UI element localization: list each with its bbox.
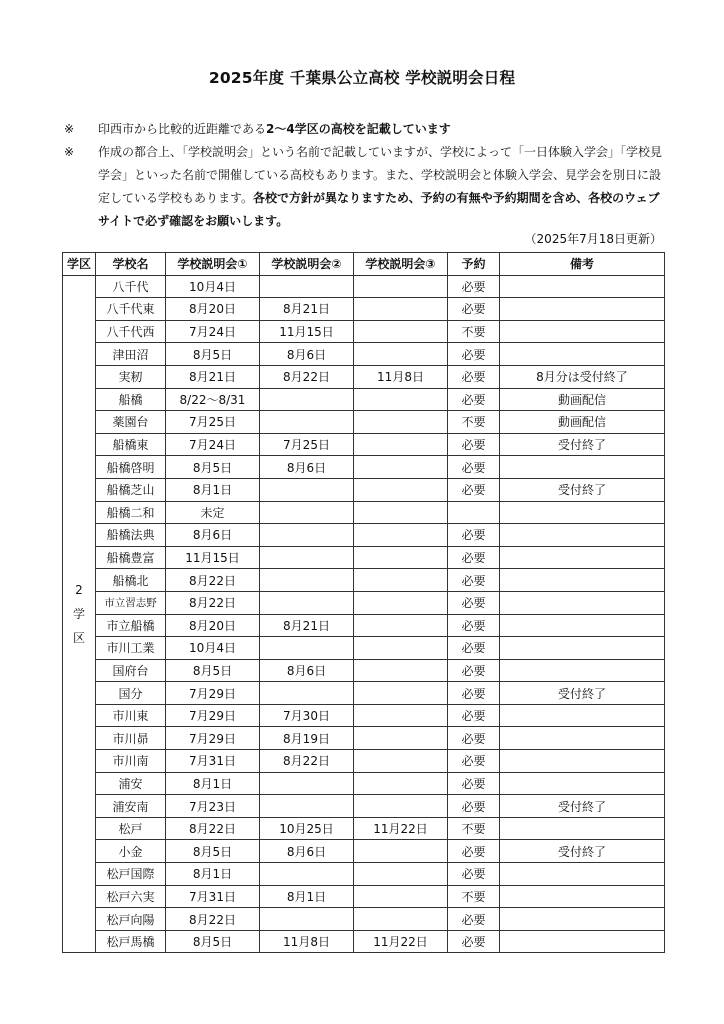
table-row [63, 478, 665, 501]
table-row [63, 750, 665, 773]
session-3 [354, 772, 448, 795]
reservation: 必要 [448, 637, 500, 660]
schedule-table [62, 252, 665, 953]
table-header-row [63, 253, 665, 276]
notes [64, 118, 664, 233]
remarks [500, 704, 665, 727]
table-row [63, 411, 665, 434]
school-name: 市川工業 [96, 637, 166, 660]
session-2 [260, 524, 354, 547]
school-name: 松戸向陽 [96, 908, 166, 931]
session-1: 7月24日 [166, 433, 260, 456]
school-name: 船橋芝山 [96, 478, 166, 501]
reservation: 必要 [448, 275, 500, 298]
table-row [63, 569, 665, 592]
district-label-char: 学 [72, 607, 85, 621]
reservation: 不要 [448, 411, 500, 434]
table-row [63, 704, 665, 727]
session-2: 7月30日 [260, 704, 354, 727]
session-1: 8月20日 [166, 298, 260, 321]
remarks [500, 750, 665, 773]
session-3 [354, 320, 448, 343]
table-row [63, 908, 665, 931]
table-row [63, 591, 665, 614]
session-1: 8月5日 [166, 659, 260, 682]
district-label-char: 2 [75, 583, 83, 597]
session-3 [354, 908, 448, 931]
session-2 [260, 795, 354, 818]
table-row [63, 772, 665, 795]
session-2: 8月21日 [260, 614, 354, 637]
session-2: 8月22日 [260, 750, 354, 773]
reservation: 必要 [448, 343, 500, 366]
reservation: 必要 [448, 433, 500, 456]
session-3 [354, 637, 448, 660]
district-cell [63, 275, 96, 953]
table-row [63, 275, 665, 298]
school-name: 船橋二和 [96, 501, 166, 524]
remarks: 動画配信 [500, 388, 665, 411]
remarks [500, 908, 665, 931]
remarks [500, 637, 665, 660]
school-name: 実籾 [96, 365, 166, 388]
remarks: 受付終了 [500, 840, 665, 863]
school-name: 船橋豊富 [96, 546, 166, 569]
school-name: 国府台 [96, 659, 166, 682]
school-name: 国分 [96, 682, 166, 705]
session-2 [260, 908, 354, 931]
table-row [63, 659, 665, 682]
school-name: 津田沼 [96, 343, 166, 366]
session-3 [354, 343, 448, 366]
session-3 [354, 591, 448, 614]
remarks: 受付終了 [500, 433, 665, 456]
table-row [63, 930, 665, 953]
school-name: 市川南 [96, 750, 166, 773]
table-row [63, 682, 665, 705]
school-name: 松戸国際 [96, 863, 166, 886]
remarks [500, 614, 665, 637]
school-name: 市立習志野 [96, 591, 166, 614]
session-3 [354, 433, 448, 456]
table-row [63, 637, 665, 660]
reservation: 必要 [448, 456, 500, 479]
session-1: 8月21日 [166, 365, 260, 388]
reservation: 必要 [448, 863, 500, 886]
remarks: 動画配信 [500, 411, 665, 434]
session-3 [354, 411, 448, 434]
table-row [63, 840, 665, 863]
remarks [500, 501, 665, 524]
table-row [63, 343, 665, 366]
session-2 [260, 569, 354, 592]
table-row [63, 885, 665, 908]
table-row [63, 546, 665, 569]
reservation: 必要 [448, 704, 500, 727]
school-name: 八千代 [96, 275, 166, 298]
session-1: 7月29日 [166, 682, 260, 705]
note-bold-text: 2〜4学区の高校を記載しています [266, 122, 451, 136]
session-1: 8月5日 [166, 456, 260, 479]
note-2 [64, 141, 664, 233]
school-name: 松戸馬橋 [96, 930, 166, 953]
table-row [63, 614, 665, 637]
session-1: 未定 [166, 501, 260, 524]
remarks [500, 591, 665, 614]
school-name: 八千代東 [96, 298, 166, 321]
remarks [500, 298, 665, 321]
remarks [500, 727, 665, 750]
session-2: 11月15日 [260, 320, 354, 343]
session-2 [260, 546, 354, 569]
school-name: 市川昴 [96, 727, 166, 750]
remarks: 受付終了 [500, 478, 665, 501]
header-school: 学校名 [96, 253, 166, 276]
table-row [63, 501, 665, 524]
note-text: 印西市から比較的近距離である [98, 122, 267, 136]
table-row [63, 795, 665, 818]
session-2: 11月8日 [260, 930, 354, 953]
table-row [63, 320, 665, 343]
session-1: 8月5日 [166, 343, 260, 366]
reservation: 必要 [448, 908, 500, 931]
reservation: 必要 [448, 546, 500, 569]
reservation: 必要 [448, 569, 500, 592]
remarks [500, 456, 665, 479]
session-1: 7月31日 [166, 750, 260, 773]
session-3 [354, 546, 448, 569]
school-name: 八千代西 [96, 320, 166, 343]
remarks [500, 817, 665, 840]
session-2 [260, 275, 354, 298]
session-1: 8月22日 [166, 591, 260, 614]
remarks [500, 546, 665, 569]
session-3 [354, 885, 448, 908]
school-name: 市川東 [96, 704, 166, 727]
header-remarks: 備考 [500, 253, 665, 276]
remarks [500, 885, 665, 908]
session-3 [354, 704, 448, 727]
session-3 [354, 727, 448, 750]
reservation: 必要 [448, 772, 500, 795]
school-name: 薬園台 [96, 411, 166, 434]
school-name: 船橋東 [96, 433, 166, 456]
session-3 [354, 524, 448, 547]
session-2: 8月6日 [260, 343, 354, 366]
session-3 [354, 298, 448, 321]
session-2 [260, 478, 354, 501]
remarks [500, 772, 665, 795]
district-label-char: 区 [72, 631, 85, 645]
remarks: 受付終了 [500, 795, 665, 818]
session-3 [354, 863, 448, 886]
session-2: 7月25日 [260, 433, 354, 456]
session-1: 8月20日 [166, 614, 260, 637]
table-row [63, 365, 665, 388]
session-1: 8月1日 [166, 772, 260, 795]
session-3 [354, 478, 448, 501]
session-1: 11月15日 [166, 546, 260, 569]
session-1: 8月6日 [166, 524, 260, 547]
table-row [63, 298, 665, 321]
session-2: 8月6日 [260, 659, 354, 682]
session-3 [354, 275, 448, 298]
session-1: 7月25日 [166, 411, 260, 434]
school-name: 船橋啓明 [96, 456, 166, 479]
table-row [63, 727, 665, 750]
session-3 [354, 456, 448, 479]
reservation: 必要 [448, 930, 500, 953]
session-2: 8月6日 [260, 456, 354, 479]
session-1: 8月22日 [166, 817, 260, 840]
reservation: 不要 [448, 320, 500, 343]
session-2: 8月1日 [260, 885, 354, 908]
remarks [500, 659, 665, 682]
session-1: 8月22日 [166, 908, 260, 931]
reservation: 必要 [448, 750, 500, 773]
session-3: 11月22日 [354, 817, 448, 840]
header-reservation: 予約 [448, 253, 500, 276]
session-3 [354, 795, 448, 818]
school-name: 松戸 [96, 817, 166, 840]
reservation: 必要 [448, 524, 500, 547]
header-session-2: 学校説明会② [260, 253, 354, 276]
session-3 [354, 614, 448, 637]
reservation: 必要 [448, 614, 500, 637]
session-1: 8月5日 [166, 840, 260, 863]
session-3 [354, 659, 448, 682]
session-1: 8/22〜8/31 [166, 388, 260, 411]
school-name: 市立船橋 [96, 614, 166, 637]
reservation [448, 501, 500, 524]
remarks [500, 524, 665, 547]
reservation: 必要 [448, 727, 500, 750]
table-row [63, 817, 665, 840]
header-district: 学区 [63, 253, 96, 276]
table-row [63, 388, 665, 411]
page-title: 2025年度 千葉県公立高校 学校説明会日程 [208, 69, 516, 87]
school-name: 小金 [96, 840, 166, 863]
session-2: 10月25日 [260, 817, 354, 840]
school-name: 浦安 [96, 772, 166, 795]
session-1: 8月1日 [166, 863, 260, 886]
note-mark: ※ [64, 122, 75, 136]
reservation: 必要 [448, 682, 500, 705]
reservation: 必要 [448, 659, 500, 682]
session-3 [354, 569, 448, 592]
session-2: 8月19日 [260, 727, 354, 750]
reservation: 不要 [448, 885, 500, 908]
remarks [500, 275, 665, 298]
session-2: 8月21日 [260, 298, 354, 321]
note-text: 作成の都合上、「学校説明会」という名前で記載していますが、学校によって「一日体験入学会」「学校見学会」といった名前で開催している高校もあります。また、学校説明会と体験入学会、見学会を別日に設定している学校もあります。 [98, 145, 663, 205]
remarks [500, 569, 665, 592]
reservation: 必要 [448, 365, 500, 388]
session-3 [354, 840, 448, 863]
session-1: 10月4日 [166, 637, 260, 660]
reservation: 必要 [448, 840, 500, 863]
table-row [63, 433, 665, 456]
reservation: 必要 [448, 298, 500, 321]
session-2: 8月6日 [260, 840, 354, 863]
table-row [63, 524, 665, 547]
reservation: 必要 [448, 795, 500, 818]
session-1: 8月22日 [166, 569, 260, 592]
session-1: 7月23日 [166, 795, 260, 818]
session-2: 8月22日 [260, 365, 354, 388]
session-1: 7月24日 [166, 320, 260, 343]
session-2 [260, 637, 354, 660]
remarks [500, 343, 665, 366]
session-2 [260, 501, 354, 524]
school-name: 松戸六実 [96, 885, 166, 908]
session-3 [354, 388, 448, 411]
session-2 [260, 591, 354, 614]
session-2 [260, 682, 354, 705]
session-1: 8月5日 [166, 930, 260, 953]
session-2 [260, 411, 354, 434]
school-name: 船橋北 [96, 569, 166, 592]
session-1: 10月4日 [166, 275, 260, 298]
session-3 [354, 501, 448, 524]
remarks [500, 320, 665, 343]
table-row [63, 456, 665, 479]
school-name: 浦安南 [96, 795, 166, 818]
note-bold-text: 各校で方針が異なりますため、予約の有無や予約期間を含め、各校のウェブサイトで必ず確認をお願いします。 [98, 191, 660, 228]
remarks [500, 863, 665, 886]
session-1: 8月1日 [166, 478, 260, 501]
session-2 [260, 863, 354, 886]
updated-date: （2025年7月18日更新） [524, 232, 662, 246]
school-name: 船橋法典 [96, 524, 166, 547]
school-name: 船橋 [96, 388, 166, 411]
reservation: 必要 [448, 388, 500, 411]
remarks [500, 930, 665, 953]
header-session-3: 学校説明会③ [354, 253, 448, 276]
reservation: 不要 [448, 817, 500, 840]
session-3: 11月8日 [354, 365, 448, 388]
header-session-1: 学校説明会① [166, 253, 260, 276]
session-1: 7月29日 [166, 704, 260, 727]
session-3: 11月22日 [354, 930, 448, 953]
note-1 [64, 118, 664, 141]
session-2 [260, 388, 354, 411]
session-1: 7月31日 [166, 885, 260, 908]
note-mark: ※ [64, 145, 75, 159]
session-2 [260, 772, 354, 795]
reservation: 必要 [448, 591, 500, 614]
table-row [63, 863, 665, 886]
session-3 [354, 750, 448, 773]
session-3 [354, 682, 448, 705]
remarks: 8月分は受付終了 [500, 365, 665, 388]
table-body [63, 275, 665, 953]
reservation: 必要 [448, 478, 500, 501]
session-1: 7月29日 [166, 727, 260, 750]
remarks: 受付終了 [500, 682, 665, 705]
